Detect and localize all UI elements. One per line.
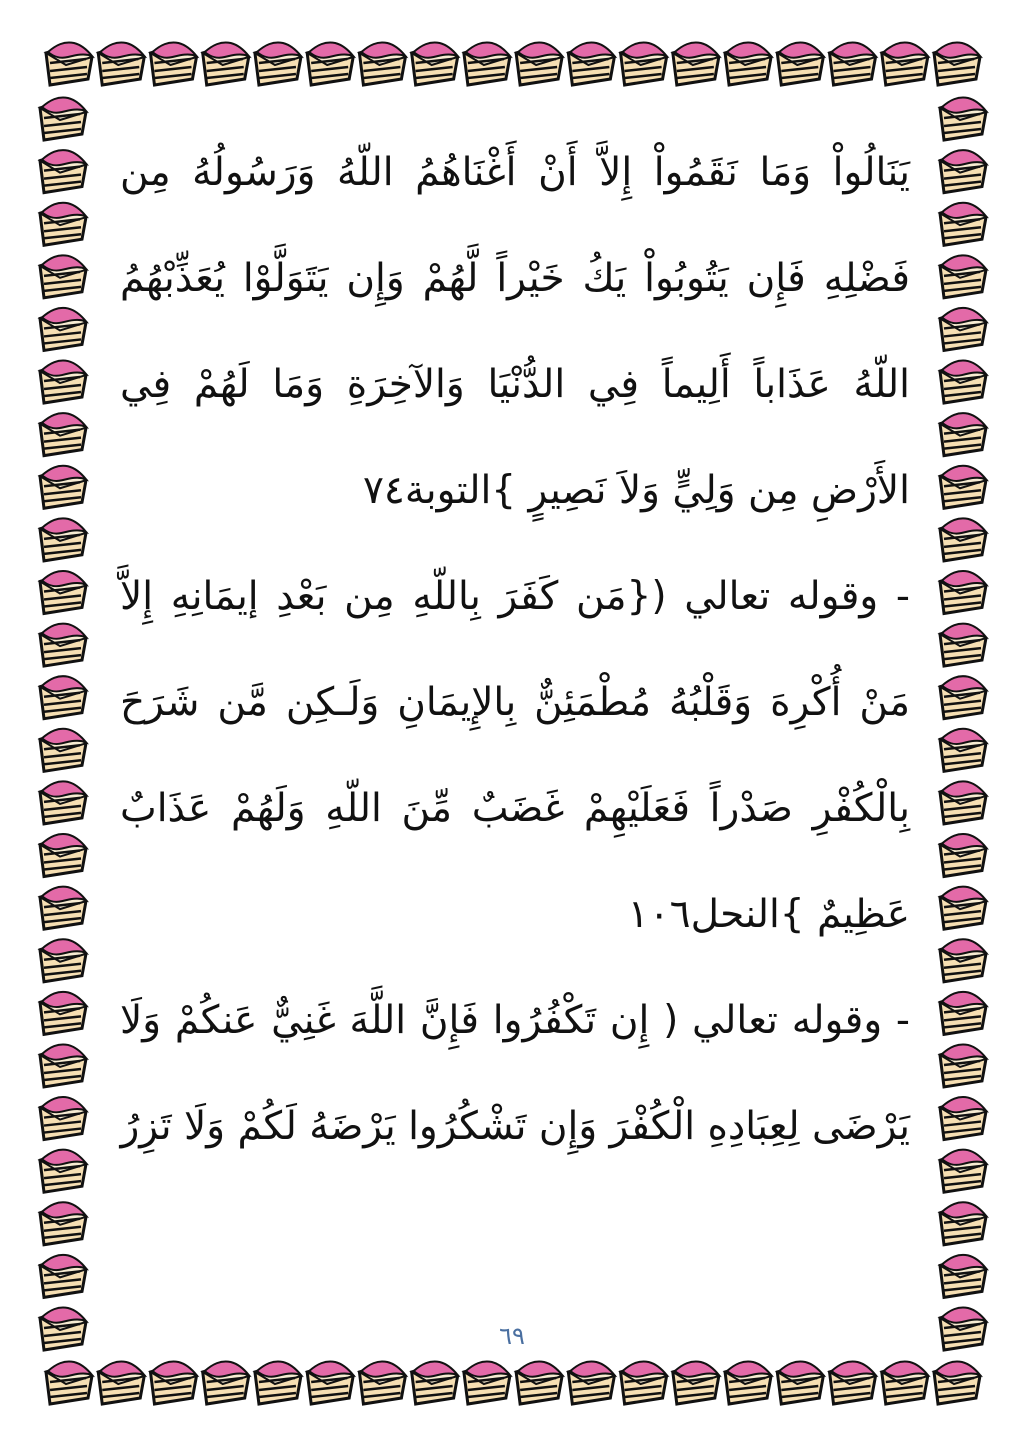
cake-slice-icon	[40, 1202, 86, 1245]
paragraph-2: - وقوله تعالي ({مَن كَفَرَ بِاللّهِ مِن بَعْدِ إيمَانِهِ إِلاَّ مَنْ أُكْرِهَ وَقَلْبُهُ مُطْمَئِنٌّ بِالإِيمَانِ وَلَـكِن مَّن شَرَحَ بِالْكُفْرِ صَدْراً فَعَلَيْهِمْ غَضَبٌ مِّنَ اللّهِ وَلَهُمْ عَذَابٌ عَظِيمٌ }النحل١٠٦	[120, 574, 910, 937]
cake-slice-icon	[255, 42, 301, 85]
paragraph-3: - وقوله تعالي ( إِن تَكْفُرُوا فَإِنَّ اللَّهَ غَنِيٌّ عَنكُمْ وَلَا يَرْضَى لِعِبَادِهِ الْكُفْرَ وَإِن تَشْكُرُوا يَرْضَهُ لَكُمْ وَلَا تَزِرُ	[120, 998, 910, 1149]
cake-slice-icon	[940, 781, 986, 824]
cake-slice-icon	[40, 413, 86, 456]
cake-slice-icon	[940, 729, 986, 772]
cake-slice-icon	[940, 676, 986, 719]
cake-slice-icon	[940, 992, 986, 1035]
cake-slice-icon	[46, 42, 92, 85]
cake-slice-icon	[40, 992, 86, 1035]
cake-slice-icon	[940, 97, 986, 140]
cake-slice-icon	[940, 1097, 986, 1140]
cake-slice-icon	[359, 42, 405, 85]
cake-slice-icon	[464, 42, 510, 85]
cake-slice-icon	[40, 518, 86, 561]
cake-slice-icon	[307, 1361, 353, 1404]
cake-slice-icon	[777, 42, 823, 85]
cake-slice-icon	[621, 42, 667, 85]
border-top	[46, 42, 980, 85]
cake-slice-icon	[621, 1361, 667, 1404]
cake-slice-icon	[940, 834, 986, 877]
cake-slice-icon	[934, 42, 980, 85]
cake-slice-icon	[934, 1361, 980, 1404]
cake-slice-icon	[203, 1361, 249, 1404]
cake-slice-icon	[46, 1361, 92, 1404]
cake-slice-icon	[940, 887, 986, 930]
cake-slice-icon	[40, 97, 86, 140]
cake-slice-icon	[940, 150, 986, 193]
cake-slice-icon	[40, 1307, 86, 1350]
cake-slice-icon	[568, 42, 614, 85]
cake-slice-icon	[940, 1307, 986, 1350]
cake-slice-icon	[150, 42, 196, 85]
cake-slice-icon	[203, 42, 249, 85]
cake-slice-icon	[40, 834, 86, 877]
cake-slice-icon	[40, 939, 86, 982]
cake-slice-icon	[150, 1361, 196, 1404]
cake-slice-icon	[940, 624, 986, 667]
cake-slice-icon	[940, 1150, 986, 1193]
page-number: ٦٩	[499, 1322, 525, 1350]
cake-slice-icon	[777, 1361, 823, 1404]
cake-slice-icon	[40, 361, 86, 404]
cake-slice-icon	[830, 42, 876, 85]
cake-slice-icon	[673, 42, 719, 85]
cake-slice-icon	[882, 42, 928, 85]
cake-slice-icon	[830, 1361, 876, 1404]
cake-slice-icon	[40, 1097, 86, 1140]
cake-slice-icon	[412, 42, 458, 85]
cake-slice-icon	[40, 676, 86, 719]
cake-slice-icon	[40, 466, 86, 509]
cake-slice-icon	[40, 1255, 86, 1298]
border-right	[940, 97, 986, 1350]
cake-slice-icon	[40, 887, 86, 930]
cake-slice-icon	[307, 42, 353, 85]
cake-slice-icon	[940, 255, 986, 298]
cake-slice-icon	[40, 203, 86, 246]
cake-slice-icon	[940, 308, 986, 351]
cake-slice-icon	[940, 361, 986, 404]
cake-slice-icon	[98, 42, 144, 85]
cake-slice-icon	[40, 308, 86, 351]
cake-slice-icon	[40, 255, 86, 298]
cake-slice-icon	[40, 1044, 86, 1087]
cake-slice-icon	[516, 42, 562, 85]
cake-slice-icon	[40, 624, 86, 667]
cake-slice-icon	[725, 42, 771, 85]
cake-slice-icon	[673, 1361, 719, 1404]
cake-slice-icon	[40, 781, 86, 824]
cake-slice-icon	[464, 1361, 510, 1404]
cake-slice-icon	[940, 1202, 986, 1245]
cake-slice-icon	[359, 1361, 405, 1404]
cake-slice-icon	[40, 571, 86, 614]
cake-slice-icon	[568, 1361, 614, 1404]
border-bottom	[46, 1361, 980, 1404]
border-left	[40, 97, 86, 1350]
cake-slice-icon	[255, 1361, 301, 1404]
cake-slice-icon	[940, 939, 986, 982]
cake-slice-icon	[940, 466, 986, 509]
cake-slice-icon	[40, 1150, 86, 1193]
cake-slice-icon	[940, 1044, 986, 1087]
cake-slice-icon	[40, 150, 86, 193]
cake-slice-icon	[516, 1361, 562, 1404]
cake-slice-icon	[882, 1361, 928, 1404]
cake-slice-icon	[940, 518, 986, 561]
cake-slice-icon	[98, 1361, 144, 1404]
main-text	[120, 120, 910, 1180]
cake-slice-icon	[940, 413, 986, 456]
paragraph-1: يَنَالُواْ وَمَا نَقَمُواْ إِلاَّ أَنْ أَغْنَاهُمُ اللّهُ وَرَسُولُهُ مِن فَضْلِهِ فَإِن يَتُوبُواْ يَكُ خَيْراً لَّهُمْ وَإِن يَتَوَلَّوْا يُعَذِّبْهُمُ اللّهُ عَذَاباً أَلِيماً فِي الدُّنْيَا وَالآخِرَةِ وَمَا لَهُمْ فِي الأَرْضِ مِن وَلِيٍّ وَلاَ نَصِيرٍ }التوبة٧٤	[120, 150, 910, 513]
cake-slice-icon	[725, 1361, 771, 1404]
cake-slice-icon	[40, 729, 86, 772]
cake-slice-icon	[940, 571, 986, 614]
cake-slice-icon	[940, 203, 986, 246]
cake-slice-icon	[412, 1361, 458, 1404]
cake-slice-icon	[940, 1255, 986, 1298]
